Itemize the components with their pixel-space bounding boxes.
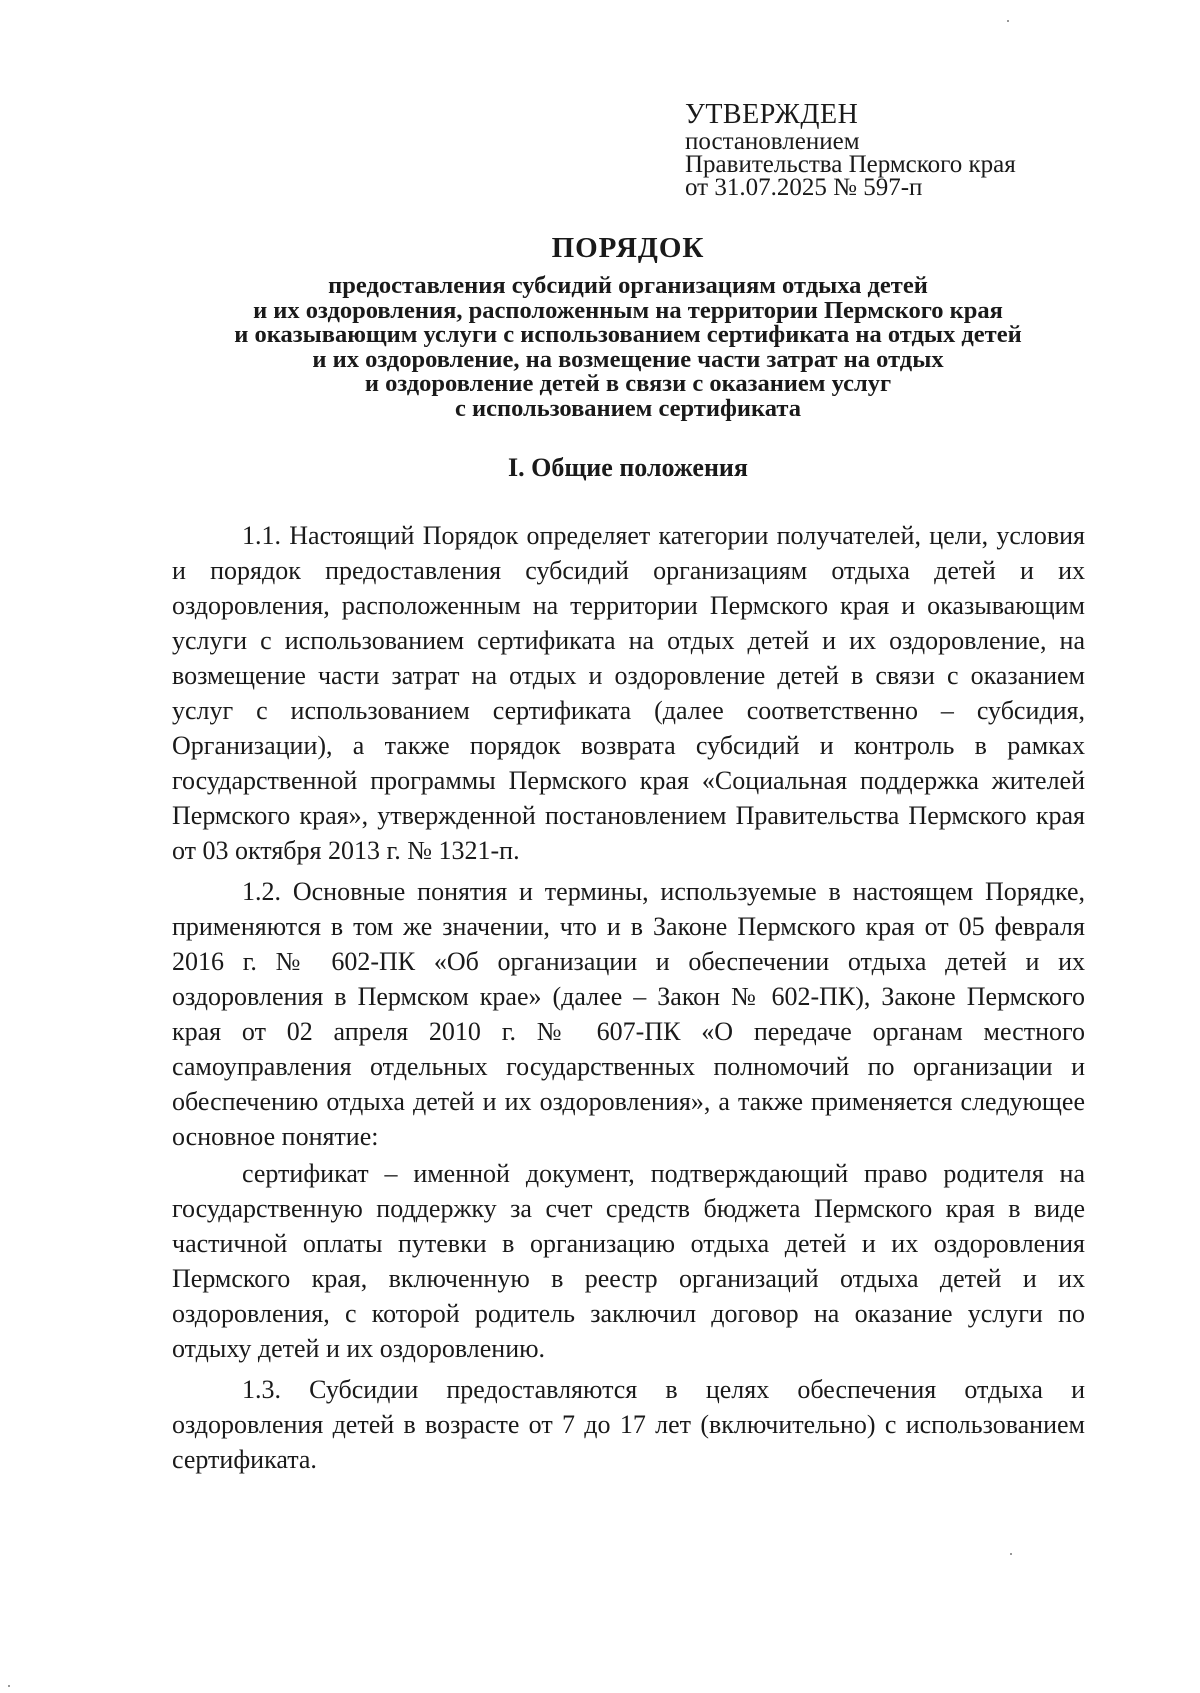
approval-stamp <box>685 100 1105 199</box>
scan-speck <box>1007 20 1009 22</box>
approval-heading: УТВЕРЖДЕН <box>685 99 859 130</box>
approval-line-3: от 31.07.2025 № 597-п <box>685 174 923 201</box>
paragraph-certificate-definition: сертификат – именной документ, подтверждающий право родителя на государственную поддержку за счет средств бюджета Пермского края в виде частичной оплаты путевки в организацию отдыха детей и их оздоровления Пермского края, включенную в реестр организаций отдыха детей и их оздоровления, с которой родитель заключил договор на оказание услуги по отдыху детей и их оздоровлению. <box>172 1159 1085 1363</box>
paragraph-1-1: 1.1. Настоящий Порядок определяет категории получателей, цели, условия и порядок предоставления субсидий организациям отдыха детей и их оздоровления, расположенным на территории Пермского края и оказывающим услуги с использованием сертификата на отдых детей и их оздоровление, на возмещение части затрат на отдых и оздоровление детей в связи с оказанием услуг с использованием сертификата (далее соответственно – субсидия, Организации), а также порядок возврата субсидий и контроль в рамках государственной программы Пермского края «Социальная поддержка жителей Пермского края», утвержденной постановлением Правительства Пермского края от 03 октября 2013 г. № 1321-п. <box>172 521 1085 865</box>
subtitle-line: и их оздоровление, на возмещение части затрат на отдых <box>312 345 944 373</box>
subtitle-line: предоставления субсидий организациям отдыха детей <box>328 272 928 299</box>
paragraph-1-2: 1.2. Основные понятия и термины, используемые в настоящем Порядке, применяются в том же значении, что и в Законе Пермского края от 05 февраля 2016 г. № 602-ПК «Об организации и обеспечении отдыха детей и их оздоровления в Пермском крае» (далее – Закон № 602-ПК), Законе Пермского края от 02 апреля 2010 г. № 607-ПК «О передаче органам местного самоуправления отдельных государственных полномочий по организации и обеспечению отдыха детей и их оздоровления», а также применяется следующее основное понятие: <box>172 877 1085 1151</box>
scan-speck <box>1010 1553 1012 1555</box>
document-body <box>172 518 1085 1483</box>
section-heading: I. Общие положения <box>508 453 748 482</box>
approval-line-2: Правительства Пермского края <box>685 151 1016 178</box>
subtitle-line: и оздоровление детей в связи с оказанием услуг <box>364 370 892 397</box>
subtitle-line: и оказывающим услуги с использованием сертификата на отдых детей <box>234 321 1022 348</box>
document-title: ПОРЯДОК <box>551 232 705 264</box>
approval-line-1: постановлением <box>685 128 860 155</box>
paragraph-1-3: 1.3. Субсидии предоставляются в целях обеспечения отдыха и оздоровления детей в возрасте от 7 до 17 лет (включительно) с использованием сертификата. <box>172 1375 1085 1474</box>
subtitle-line: и их оздоровления, расположенным на территории Пермского края <box>253 296 1003 324</box>
document-subtitle <box>160 274 1096 421</box>
subtitle-line: с использованием сертификата <box>455 394 801 422</box>
scan-speck <box>8 1685 10 1687</box>
